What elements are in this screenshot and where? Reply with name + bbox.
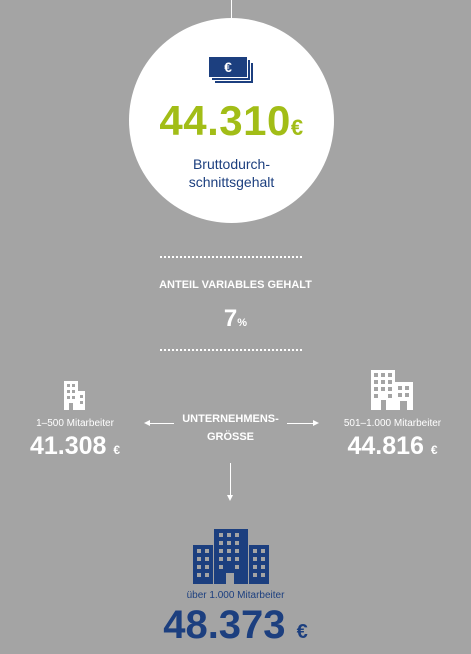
variable-share-value: 7% — [223, 305, 248, 332]
large-buildings-icon — [193, 529, 269, 584]
arrow-down-line — [230, 463, 231, 497]
currency-symbol: € — [290, 115, 304, 140]
medium-building-icon — [371, 370, 413, 410]
large-company-value: 48.373 € — [163, 603, 308, 647]
small-company-value: 41.308 € — [29, 432, 121, 460]
svg-text:€: € — [224, 59, 232, 75]
percent-unit: % — [237, 317, 248, 329]
arrow-down-icon — [227, 495, 233, 501]
currency-symbol: € — [430, 443, 438, 457]
arrow-left-icon — [144, 420, 150, 426]
arrow-right-line — [287, 423, 313, 424]
variable-share-label: ANTEIL VARIABLES GEHALT — [159, 279, 312, 291]
small-building-icon — [62, 381, 86, 410]
dotted-divider-bottom — [160, 349, 302, 351]
company-size-label: UNTERNEHMENS- GRÖSSE — [182, 413, 279, 443]
currency-symbol: € — [296, 621, 308, 643]
dotted-divider-top — [160, 256, 302, 258]
average-salary-label: Bruttodurch- schnittsgehalt — [188, 156, 275, 190]
currency-symbol: € — [113, 443, 121, 457]
medium-company-label: 501–1.000 Mitarbeiter — [343, 418, 442, 429]
money-bills-icon — [209, 55, 255, 85]
large-company-label: über 1.000 Mitarbeiter — [186, 590, 285, 601]
arrow-right-icon — [313, 420, 319, 426]
small-company-label: 1–500 Mitarbeiter — [36, 418, 114, 429]
average-salary-value: 44.310€ — [159, 97, 304, 144]
medium-company-value: 44.816 € — [347, 432, 438, 460]
